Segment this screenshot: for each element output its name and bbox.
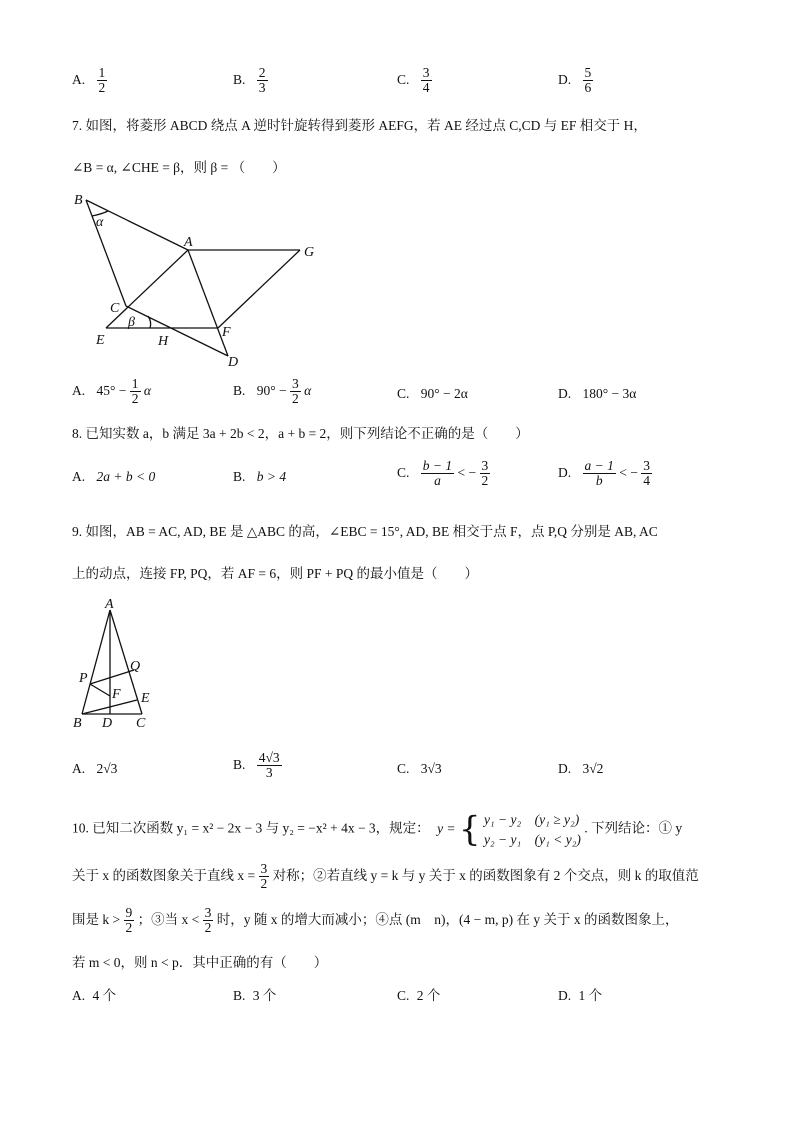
point-label-f: F — [112, 687, 121, 702]
q9-stem-line1: 9. 如图，AB = AC, AD, BE 是 △ABC 的高，∠EBC = 15°, AD, BE 相交于点 F，点 P,Q 分别是 AB, AC — [72, 524, 658, 539]
angle-label-beta: β — [128, 315, 135, 330]
q9-figure — [68, 596, 168, 732]
fraction: $\frac{b - 1}{a}$ — [422, 458, 453, 489]
fraction: $\frac{2}{3}$ — [258, 65, 266, 96]
fraction: $\frac{3}{4}$ — [643, 458, 650, 489]
q6-option-b[interactable]: B. $\frac{2}{3}$ — [233, 65, 266, 96]
q6-option-c[interactable]: C. $\frac{3}{4}$ — [397, 65, 430, 96]
q9-option-a[interactable]: A. 2√3 — [72, 761, 118, 776]
fraction: $\frac{1}{2}$ — [98, 65, 106, 96]
point-label-b: B — [74, 193, 83, 208]
fraction: $\frac{3}{2}$ — [204, 905, 212, 936]
q10-stem-line3: 围是 k > $\frac{9}{2}$ ；③当 x < $\frac{3}{2}$ 时，y 随 x 的增大而减小；④点 (m n)，(4 − m, p) 在 y 关于 x 的函数图象上， — [72, 905, 679, 936]
fraction: $\frac{3}{2}$ — [292, 376, 299, 407]
point-label-b: B — [73, 716, 82, 731]
q8-option-b[interactable]: B. b > 4 — [233, 469, 287, 484]
q7-option-d[interactable]: D. 180° − 3α — [558, 386, 637, 401]
fraction: $\frac{a - 1}{b}$ — [584, 458, 614, 489]
q10-option-d[interactable]: D. 1 个 — [558, 988, 603, 1003]
q10-stem-line4: 若 m < 0，则 n < p．其中正确的有（ ） — [72, 955, 328, 970]
q10-stem-line1: 10. 已知二次函数 y₁ = x² − 2x − 3 与 y₂ = −x² + 4x − 3，规定： y = { y₁ − y₂ (y₁ ≥ y₂) y₂ − y₁ (y₁ < y₂) . 下列结论：① y — [72, 809, 683, 850]
q8-stem: 8. 已知实数 a，b 满足 3a + 2b < 2，a + b = 2，则下列结论不正确的是（ ） — [72, 426, 529, 441]
q10-stem-line2: 关于 x 的函数图象关于直线 x = $\frac{3}{2}$ 对称；②若直线 y = k 与 y 关于 x 的函数图象有 2 个交点，则 k 的取值范 — [72, 861, 699, 892]
q7-stem-line1: 7. 如图，将菱形 ABCD 绕点 A 逆时针旋转得到菱形 AEFG，若 AE 经过点 C,CD 与 EF 相交于 H， — [72, 118, 647, 133]
fraction: $\frac{3}{2}$ — [260, 861, 268, 892]
q10-option-b[interactable]: B. 3 个 — [233, 988, 277, 1003]
point-label-h: H — [158, 334, 169, 349]
q10-option-c[interactable]: C. 2 个 — [397, 988, 441, 1003]
q9-stem-line2: 上的动点，连接 FP, PQ，若 AF = 6，则 PF + PQ 的最小值是（ ） — [72, 566, 479, 581]
q10-option-a[interactable]: A. 4 个 — [72, 988, 117, 1003]
point-label-a: A — [184, 235, 193, 250]
point-label-c: C — [110, 301, 120, 316]
fraction: $\frac{5}{6}$ — [584, 65, 592, 96]
fraction: $\frac{9}{2}$ — [125, 905, 133, 936]
point-label-d: D — [102, 716, 113, 731]
angle-label-alpha: α — [96, 215, 104, 230]
q6-option-d[interactable]: D. $\frac{5}{6}$ — [558, 65, 592, 96]
fraction: $\frac{3}{2}$ — [481, 458, 489, 489]
point-label-p: P — [79, 671, 88, 686]
segment-ab — [82, 610, 110, 714]
point-label-q: Q — [130, 659, 141, 674]
segment-fg — [218, 250, 300, 328]
piecewise-cases: y₁ − y₂ (y₁ ≥ y₂) y₂ − y₁ (y₁ < y₂) — [483, 812, 581, 847]
point-label-a: A — [105, 597, 114, 612]
q7-option-b[interactable]: B. 90° − $\frac{3}{2}$ α — [233, 376, 312, 407]
q7-option-a[interactable]: A. 45° − $\frac{1}{2}$ α — [72, 376, 151, 407]
segment-ad — [188, 250, 228, 356]
fraction: $\frac{4√3}{3}$ — [258, 750, 280, 781]
q6-option-a[interactable]: A. $\frac{1}{2}$ — [72, 65, 106, 96]
point-label-c: C — [136, 716, 146, 731]
segment-pf — [90, 684, 110, 696]
brace-icon: { — [458, 809, 481, 850]
q7-figure — [68, 188, 328, 370]
point-label-e: E — [141, 691, 150, 706]
point-label-g: G — [304, 245, 315, 260]
q8-option-a[interactable]: A. 2a + b < 0 — [72, 469, 156, 484]
q9-option-b[interactable]: B. $\frac{4√3}{3}$ — [233, 750, 280, 781]
q8-option-c[interactable]: C. $\frac{b - 1}{a}$ < − $\frac{3}{2}$ — [397, 458, 489, 489]
segment-cd — [126, 306, 228, 356]
point-label-e: E — [96, 333, 105, 348]
segment-pq — [90, 670, 134, 684]
q7-option-c[interactable]: C. 90° − 2α — [397, 386, 468, 401]
fraction: $\frac{1}{2}$ — [131, 376, 139, 407]
q7-stem-line2: ∠B = α, ∠CHE = β，则 β = （ ） — [72, 160, 286, 175]
point-label-f: F — [222, 325, 231, 340]
q8-option-d[interactable]: D. $\frac{a - 1}{b}$ < − $\frac{3}{4}$ — [558, 458, 650, 489]
fraction: $\frac{3}{4}$ — [422, 65, 430, 96]
q9-option-d[interactable]: D. 3√2 — [558, 761, 604, 776]
q9-option-c[interactable]: C. 3√3 — [397, 761, 442, 776]
point-label-d: D — [228, 355, 239, 370]
